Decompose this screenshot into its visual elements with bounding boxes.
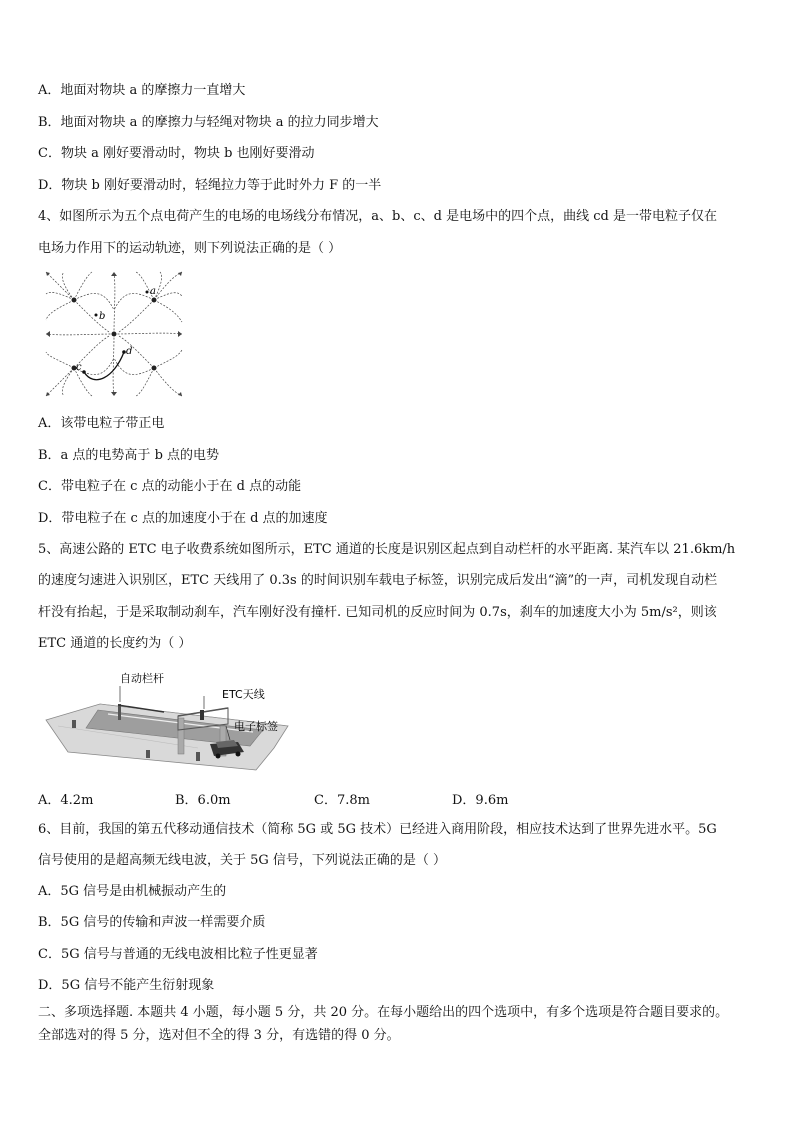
q3-option-d: D．物块 b 刚好要滑动时，轻绳拉力等于此时外力 F 的一半 bbox=[38, 178, 382, 193]
fig-label-a: a bbox=[150, 286, 156, 297]
q5-stem-line1: 5、高速公路的 ETC 电子收费系统如图所示，ETC 通道的长度是识别区起点到自动栏杆的水平距离. 某汽车以 21.6km/h bbox=[38, 542, 736, 557]
fig-label-c: c bbox=[76, 362, 82, 373]
q4-stem-line1: 4、如图所示为五个点电荷产生的电场的电场线分布情况，a、b、c、d 是电场中的四个点，曲线 cd 是一带电粒子仅在 bbox=[38, 209, 717, 224]
etc-lane-figure bbox=[38, 668, 298, 778]
q4-option-a: A．该带电粒子带正电 bbox=[38, 416, 165, 431]
q6-option-b: B．5G 信号的传输和声波一样需要介质 bbox=[38, 915, 266, 930]
fig-label-d: d bbox=[126, 346, 133, 357]
q4-option-d: D．带电粒子在 c 点的加速度小于在 d 点的加速度 bbox=[38, 511, 328, 526]
section2-heading-line2: 全部选对的得 5 分，选对但不全的得 3 分，有选错的得 0 分。 bbox=[38, 1028, 400, 1043]
section2-heading-line1: 二、多项选择题. 本题共 4 小题，每小题 5 分，共 20 分。在每小题给出的四个选项中，有多个选项是符合题目要求的。 bbox=[38, 1005, 729, 1020]
q4-option-c: C．带电粒子在 c 点的动能小于在 d 点的动能 bbox=[38, 479, 302, 494]
q6-option-d: D．5G 信号不能产生衍射现象 bbox=[38, 978, 215, 993]
q5-stem-line3: 杆没有抬起，于是采取制动刹车，汽车刚好没有撞杆. 已知司机的反应时间为 0.7s，刹车的加速度大小为 5m/s²，则该 bbox=[38, 605, 717, 620]
q4-option-b: B．a 点的电势高于 b 点的电势 bbox=[38, 448, 220, 463]
q4-stem-line2: 电场力作用下的运动轨迹，则下列说法正确的是（ ） bbox=[38, 241, 342, 256]
q5-option-d: D．9.6m bbox=[452, 793, 509, 808]
q3-option-c: C．物块 a 刚好要滑动时，物块 b 也刚好要滑动 bbox=[38, 146, 315, 161]
q5-stem-line2: 的速度匀速进入识别区，ETC 天线用了 0.3s 的时间识别车载电子标签，识别完成后发出“滴”的一声，司机发现自动栏 bbox=[38, 573, 718, 588]
q6-option-c: C．5G 信号与普通的无线电波相比粒子性更显著 bbox=[38, 947, 318, 962]
q6-stem-line2: 信号使用的是超高频无线电波，关于 5G 信号，下列说法正确的是（ ） bbox=[38, 853, 447, 868]
q5-option-c: C．7.8m bbox=[314, 793, 370, 808]
fig-label-b: b bbox=[99, 311, 106, 322]
q3-option-b: B．地面对物块 a 的摩擦力与轻绳对物块 a 的拉力同步增大 bbox=[38, 115, 379, 130]
q6-option-a: A．5G 信号是由机械振动产生的 bbox=[38, 884, 227, 899]
q6-stem-line1: 6、目前，我国的第五代移动通信技术（简称 5G 或 5G 技术）已经进入商用阶段，相应技术达到了世界先进水平。5G bbox=[38, 822, 717, 837]
label-electronic-tag: 电子标签 bbox=[234, 720, 278, 733]
label-etc-antenna: ETC天线 bbox=[222, 688, 265, 701]
label-barrier: 自动栏杆 bbox=[120, 672, 164, 685]
q5-stem-line4: ETC 通道的长度约为（ ） bbox=[38, 636, 192, 651]
q3-option-a: A．地面对物块 a 的摩擦力一直增大 bbox=[38, 83, 246, 98]
q5-option-a: A．4.2m bbox=[38, 793, 94, 808]
electric-field-figure bbox=[44, 270, 184, 398]
q5-option-b: B．6.0m bbox=[175, 793, 231, 808]
